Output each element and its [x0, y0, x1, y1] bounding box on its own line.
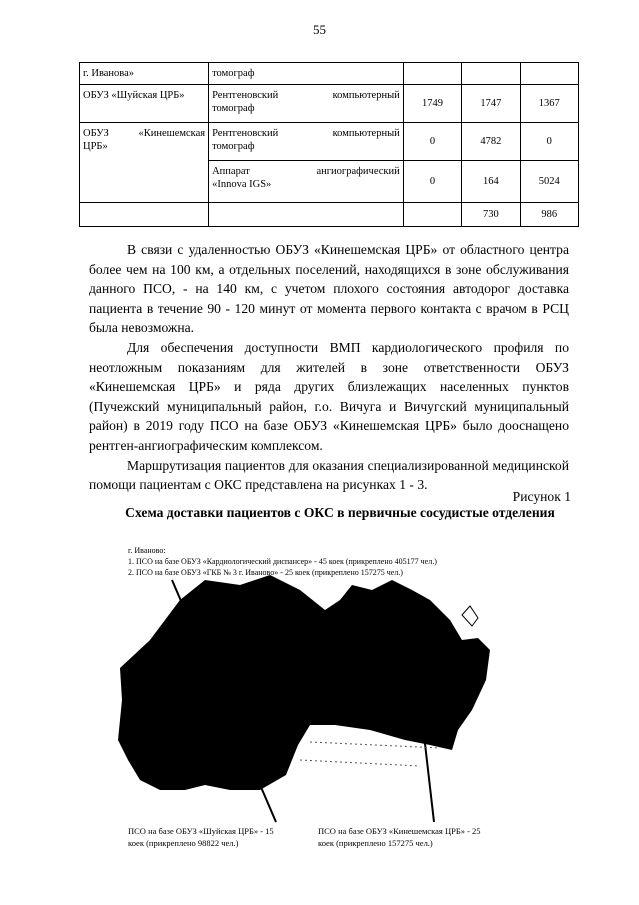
org-text: ЦРБ»	[83, 141, 108, 152]
org-text: ОБУЗ	[83, 128, 109, 139]
pointer-line	[424, 735, 434, 822]
legend-line: 2. ПСО на базе ОБУЗ «ГКБ № 3 г. Иваново» - 25 коек (прикреплено 157275 чел.)	[128, 568, 403, 577]
legend-line: г. Иваново:	[128, 546, 166, 555]
table-cell-org: г. Иванова»	[80, 63, 209, 85]
table-cell-value: 164	[462, 161, 520, 203]
table-cell-value: 1749	[403, 85, 461, 123]
region-silhouette	[118, 575, 490, 790]
lake-shape	[462, 606, 478, 626]
table-cell-value: 0	[403, 161, 461, 203]
equipment-text: томограф	[212, 141, 255, 152]
table-cell-org: ОБУЗ «Шуйская ЦРБ»	[80, 85, 209, 123]
table-cell-value: 730	[462, 203, 520, 227]
figure-legend	[128, 545, 437, 578]
equipment-text: «Innova IGS»	[212, 179, 272, 190]
legend-line: 1. ПСО на базе ОБУЗ «Кардиологический диспансер» - 45 коек (прикреплено 405177 чел.)	[128, 557, 437, 566]
table-cell-value: 0	[403, 123, 461, 161]
caption-line: коек (прикреплено 98822 чел.)	[128, 838, 239, 848]
paragraph: Маршрутизация пациентов для оказания специализированной медицинской помощи пациентам с ОКС представлена на рисунках 1 - 3.	[89, 457, 569, 493]
figure-label: Рисунок 1	[512, 489, 571, 504]
table-cell-value: 1747	[462, 85, 520, 123]
table-cell-value: 0	[520, 123, 578, 161]
figure-title: Схема доставки пациентов с ОКС в первичные сосудистые отделения	[125, 505, 555, 520]
table-cell-value: 986	[520, 203, 578, 227]
dotted-border	[300, 742, 440, 766]
equipment-text: томограф	[212, 103, 255, 114]
caption-left	[128, 825, 274, 849]
equipment-text: Рентгеновский	[212, 90, 279, 101]
table-cell-value: 5024	[520, 161, 578, 203]
equipment-text: ангиографический	[316, 166, 400, 177]
caption-right	[318, 825, 481, 849]
table-cell-value: 4782	[462, 123, 520, 161]
equipment-text: Аппарат	[212, 166, 250, 177]
paragraph: В связи с удаленностью ОБУЗ «Кинешемская ЦРБ» от областного центра более чем на 100 км, а отдельных поселений, находящихся в зоне обслуживания данного ПСО, - на 140 км, с учетом плохого состояния автодорог доставка пациента в течение 90 - 120 минут от момента первого контакта с врачом в РСЦ была невозможна.	[89, 242, 569, 336]
table-cell-equipment: томограф	[209, 63, 404, 85]
equipment-text: компьютерный	[332, 90, 400, 101]
caption-line: ПСО на базе ОБУЗ «Шуйская ЦРБ» - 15	[128, 826, 274, 836]
equipment-text: Рентгеновский	[212, 128, 279, 139]
org-text: «Кинешемская	[138, 128, 206, 139]
table-cell-value: 1367	[520, 85, 578, 123]
caption-line: ПСО на базе ОБУЗ «Кинешемская ЦРБ» - 25	[318, 826, 481, 836]
caption-line: коек (прикреплено 157275 чел.)	[318, 838, 433, 848]
page-number: 55	[313, 22, 326, 37]
paragraph: Для обеспечения доступности ВМП кардиологического профиля по неотложным показаниям для жителей в зоне ответственности ОБУЗ «Кинешемская ЦРБ» и ряда других близлежащих населенных пунктов (Пучежский муниципальный район, г.о. Вичуга и Вичугский муниципальный район) в 2019 году ПСО на базе ОБУЗ «Кинешемская ЦРБ» было дооснащено рентген-ангиографическим комплексом.	[89, 339, 569, 453]
equipment-text: компьютерный	[332, 128, 400, 139]
